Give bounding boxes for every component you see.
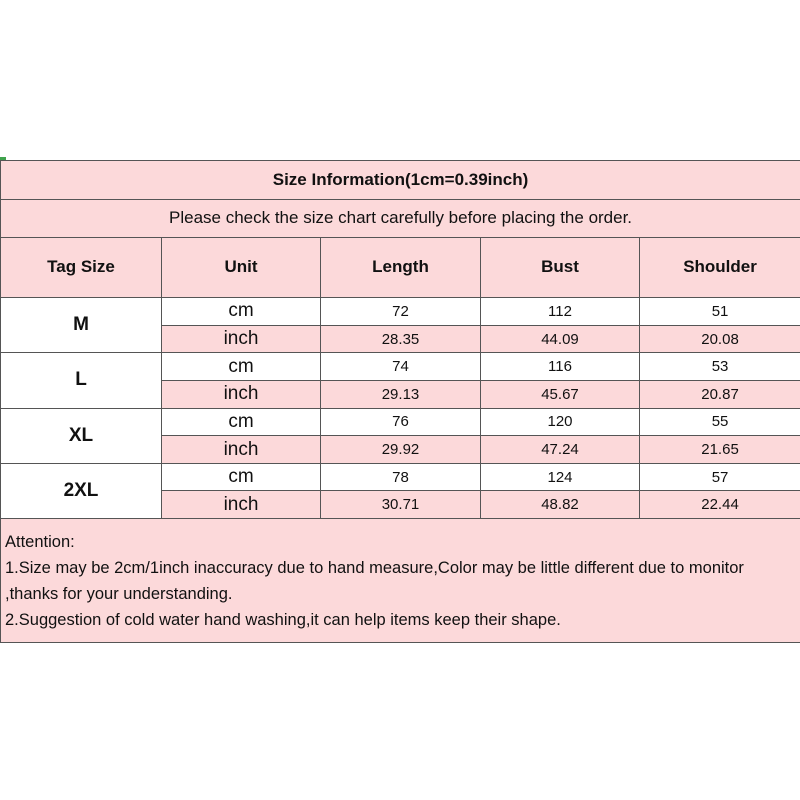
- shoulder-cell: 51: [640, 298, 800, 326]
- shoulder-cell: 55: [640, 408, 800, 436]
- bust-cell: 45.67: [481, 380, 640, 408]
- table-row: [1, 463, 800, 491]
- bust-cell: 112: [481, 298, 640, 326]
- size-chart-table: [0, 160, 800, 643]
- unit-cell: cm: [162, 353, 321, 381]
- length-cell: 29.13: [321, 380, 481, 408]
- header-bust: Bust: [481, 237, 640, 297]
- unit-cell: cm: [162, 408, 321, 436]
- length-cell: 29.92: [321, 436, 481, 464]
- chart-title: Size Information(1cm=0.39inch): [1, 161, 800, 200]
- shoulder-cell: 22.44: [640, 491, 800, 519]
- table-row: [1, 353, 800, 381]
- attention-heading: Attention:: [5, 532, 75, 551]
- header-length: Length: [321, 237, 481, 297]
- header-tag-size: Tag Size: [1, 237, 162, 297]
- length-cell: 28.35: [321, 325, 481, 353]
- bust-cell: 44.09: [481, 325, 640, 353]
- length-cell: 30.71: [321, 491, 481, 519]
- attention-line-1: 1.Size may be 2cm/1inch inaccuracy due to hand measure,Color may be little different due to monitor ,thanks for your understanding.: [5, 558, 744, 603]
- unit-cell: cm: [162, 298, 321, 326]
- table-row: [1, 408, 800, 436]
- bust-cell: 120: [481, 408, 640, 436]
- shoulder-cell: 20.08: [640, 325, 800, 353]
- chart-subtitle: Please check the size chart carefully before placing the order.: [1, 199, 800, 237]
- bust-cell: 124: [481, 463, 640, 491]
- unit-cell: inch: [162, 380, 321, 408]
- unit-cell: inch: [162, 491, 321, 519]
- tag-size-cell: XL: [1, 408, 162, 463]
- unit-cell: inch: [162, 436, 321, 464]
- tag-size-cell: M: [1, 298, 162, 353]
- attention-line-2: 2.Suggestion of cold water hand washing,it can help items keep their shape.: [5, 610, 561, 629]
- unit-cell: inch: [162, 325, 321, 353]
- tag-size-cell: 2XL: [1, 463, 162, 518]
- header-unit: Unit: [162, 237, 321, 297]
- attention-notes: [1, 519, 800, 643]
- unit-cell: cm: [162, 463, 321, 491]
- length-cell: 72: [321, 298, 481, 326]
- bust-cell: 48.82: [481, 491, 640, 519]
- bust-cell: 116: [481, 353, 640, 381]
- length-cell: 76: [321, 408, 481, 436]
- header-shoulder: Shoulder: [640, 237, 800, 297]
- shoulder-cell: 53: [640, 353, 800, 381]
- length-cell: 78: [321, 463, 481, 491]
- tag-size-cell: L: [1, 353, 162, 408]
- shoulder-cell: 20.87: [640, 380, 800, 408]
- table-row: [1, 298, 800, 326]
- bust-cell: 47.24: [481, 436, 640, 464]
- length-cell: 74: [321, 353, 481, 381]
- shoulder-cell: 21.65: [640, 436, 800, 464]
- shoulder-cell: 57: [640, 463, 800, 491]
